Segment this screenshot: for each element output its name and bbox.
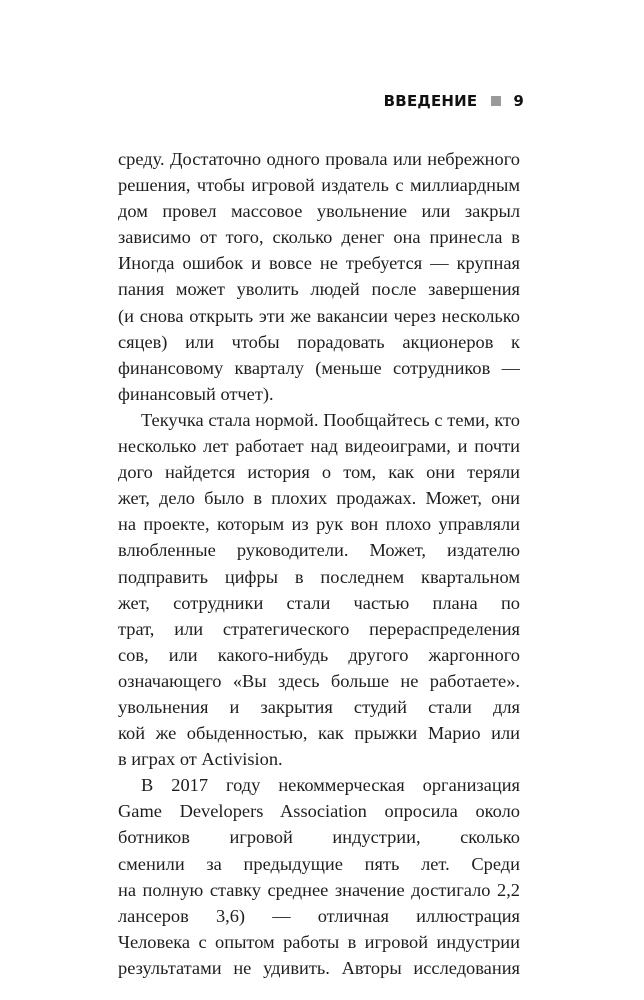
running-head — [384, 92, 524, 110]
text-line: финансовому кварталу (меньше сотрудников — — [118, 357, 520, 378]
text-line: в играх от Activision. — [118, 749, 283, 770]
section-title: ВВЕДЕНИЕ — [383, 92, 478, 110]
text-line: на полную ставку среднее значение достигало 2,2 — [118, 879, 520, 900]
text-line: кой же обыденностью, как прыжки Марио или — [118, 723, 520, 744]
page-number: 9 — [513, 92, 524, 110]
text-line: финансовый отчет). — [118, 383, 274, 404]
text-line: влюбленные руководители. Может, издателю — [118, 540, 520, 561]
text-line: сменили за предыдущие пять лет. Среди — [118, 853, 520, 874]
text-line: сяцев) или чтобы порадовать акционеров к — [118, 331, 520, 352]
text-line: увольнения и закрытия студий стали для — [118, 696, 520, 717]
text-line: жет, дело было в плохих продажах. Может, они — [118, 488, 520, 509]
text-line: на проекте, которым из рук вон плохо управляли — [118, 514, 520, 535]
text-line: зависимо от того, сколько денег она принесла в — [118, 227, 520, 248]
text-line: решения, чтобы игровой издатель с миллиардным — [118, 175, 520, 196]
text-line: Game Developers Association опросила около — [118, 801, 520, 822]
text-line: пания может уволить людей после завершения — [118, 279, 520, 300]
text-line: среду. Достаточно одного провала или небрежного — [118, 149, 520, 169]
body-text — [118, 146, 520, 981]
text-line: В 2017 году некоммерческая организация — [141, 775, 520, 796]
text-line: трат, или стратегического перераспределения — [118, 618, 520, 639]
text-line: несколько лет работает над видеоиграми, и почти — [118, 436, 520, 457]
text-line: (и снова открыть эти же вакансии через несколько — [118, 305, 520, 326]
text-line: дого найдется история о том, как они теряли — [118, 462, 520, 483]
text-line: Текучка стала нормой. Пообщайтесь с теми, кто — [141, 409, 520, 430]
text-line: результатами не удивить. Авторы исследования — [118, 957, 520, 978]
text-line: Человека с опытом работы в игровой индустрии — [118, 931, 520, 952]
text-line: Иногда ошибок и вовсе не требуется — крупная — [118, 253, 520, 274]
text-line: подправить цифры в последнем квартальном — [118, 566, 520, 587]
separator-square-icon — [491, 96, 501, 106]
text-line: жет, сотрудники стали частью плана по — [118, 592, 520, 613]
text-line: сов, или какого-нибудь другого жаргонного — [118, 644, 520, 665]
text-line: ботников игровой индустрии, сколько — [118, 827, 520, 848]
text-line: означающего «Вы здесь больше не работаете». — [118, 670, 520, 691]
text-line: лансеров 3,6) — отличная иллюстрация — [118, 905, 520, 926]
text-line: дом провел массовое увольнение или закрыл — [118, 201, 520, 222]
